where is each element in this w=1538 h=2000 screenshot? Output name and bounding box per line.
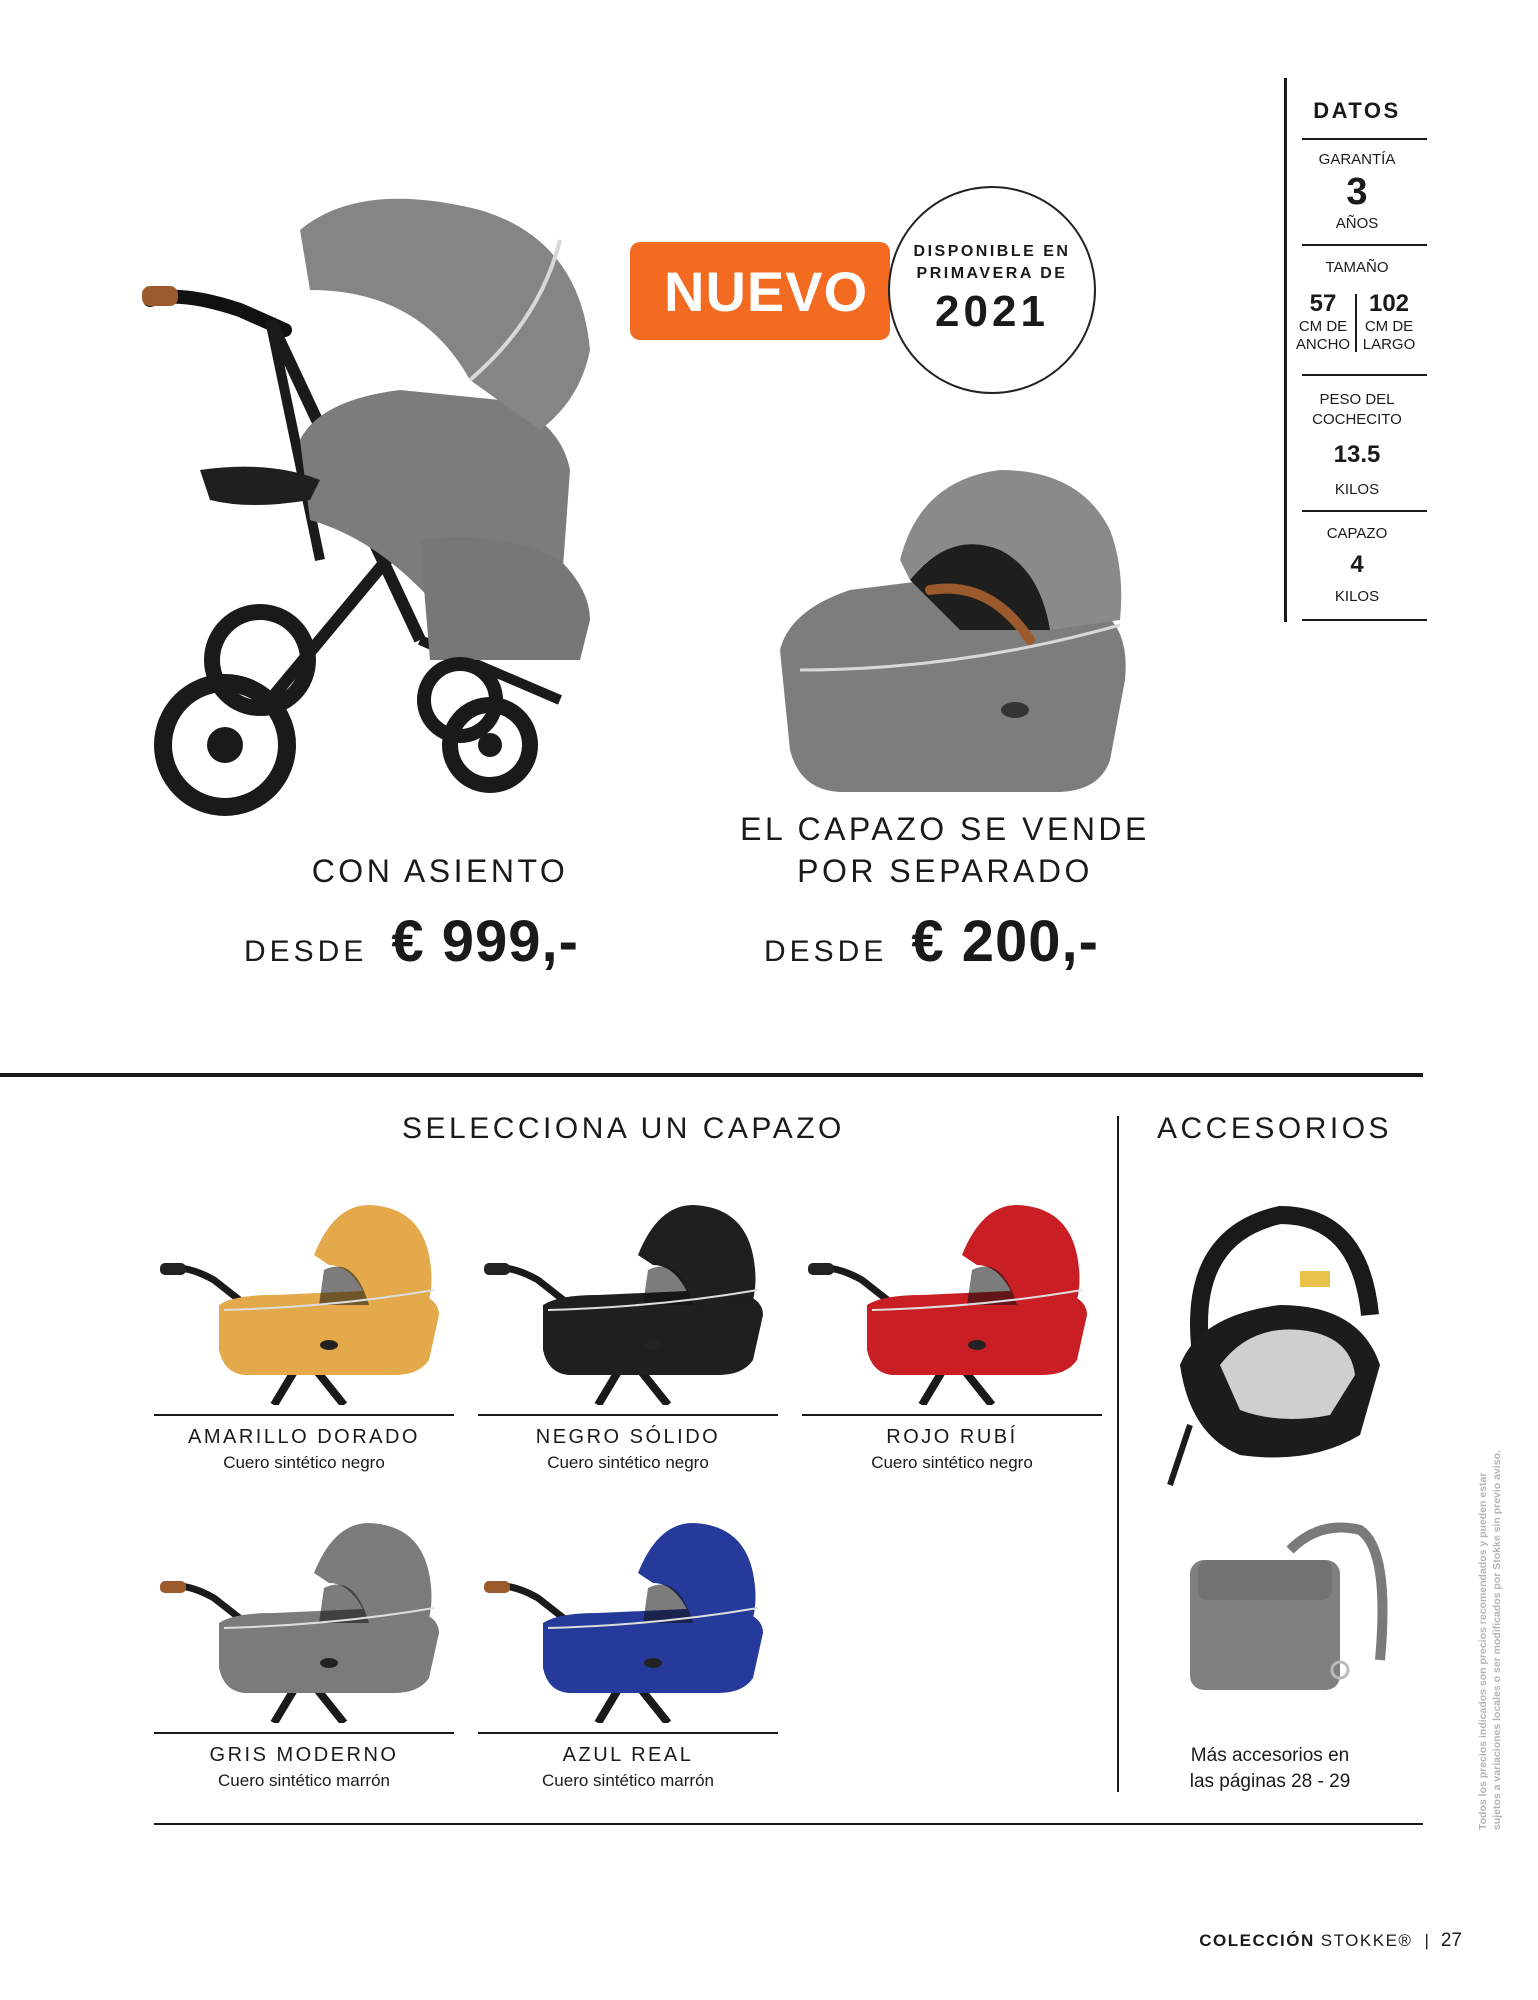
carrycot-price: € 200,- <box>911 909 1099 974</box>
largo-column <box>1357 290 1421 354</box>
datos-divider <box>1302 510 1427 512</box>
car-seat-photo <box>1160 1195 1390 1495</box>
tamano-label: TAMAÑO <box>1325 259 1389 276</box>
price-disclaimer <box>1476 1360 1504 1830</box>
section-divider <box>0 1073 1423 1077</box>
datos-divider <box>1302 374 1427 376</box>
seat-price: € 999,- <box>391 909 579 974</box>
swatch-underline <box>154 1414 454 1416</box>
largo-unit1: CM DE <box>1364 318 1414 335</box>
swatch-underline <box>478 1732 778 1734</box>
availability-badge <box>888 186 1096 394</box>
availability-line1: DISPONIBLE EN <box>913 243 1071 260</box>
carrycot-swatch-image <box>478 1513 778 1723</box>
carrycot-photo <box>760 420 1160 800</box>
footer-brand: STOKKE® <box>1320 1931 1413 1950</box>
peso-label2: COCHECITO <box>1312 411 1402 428</box>
page-footer <box>1199 1930 1462 1952</box>
vertical-divider <box>1117 1116 1119 1792</box>
swatch-material: Cuero sintético negro <box>547 1453 709 1472</box>
ancho-column <box>1291 290 1355 354</box>
changing-bag-photo <box>1180 1520 1410 1700</box>
carrycot-desde: DESDE <box>764 935 888 968</box>
garantia-unit: AÑOS <box>1335 215 1379 232</box>
page-number: 27 <box>1440 1930 1462 1951</box>
peso-value: 13.5 <box>1333 441 1381 468</box>
largo-unit2: LARGO <box>1362 336 1416 353</box>
peso-unit: KILOS <box>1334 481 1380 498</box>
carrycot-swatch[interactable] <box>802 1195 1102 1475</box>
datos-divider <box>1302 619 1427 621</box>
swatch-name: AMARILLO DORADO <box>188 1426 420 1448</box>
carrycot-price-block <box>764 908 1099 975</box>
carrycot-swatch-image <box>154 1195 454 1405</box>
more-accessories-text <box>1160 1743 1380 1795</box>
stroller-with-seat-photo <box>120 140 620 820</box>
carrycot-swatch[interactable] <box>154 1195 454 1475</box>
carrycot-swatch[interactable] <box>154 1513 454 1793</box>
swatch-material: Cuero sintético marrón <box>218 1771 390 1790</box>
nuevo-label: NUEVO <box>664 259 869 323</box>
swatch-name: NEGRO SÓLIDO <box>535 1426 721 1448</box>
ancho-unit1: CM DE <box>1298 318 1348 335</box>
carrycot-caption-line1: EL CAPAZO SE VENDE <box>740 811 1150 847</box>
carrycot-swatch[interactable] <box>478 1195 778 1475</box>
ancho-value: 57 <box>1309 290 1337 317</box>
seat-caption: CON ASIENTO <box>311 853 569 889</box>
datos-panel <box>1284 78 1424 622</box>
bottom-divider <box>154 1823 1423 1825</box>
datos-divider <box>1302 138 1427 140</box>
footer-separator: | <box>1424 1931 1429 1950</box>
swatch-underline <box>802 1414 1102 1416</box>
carrycot-swatch-image <box>154 1513 454 1723</box>
peso-label1: PESO DEL <box>1319 391 1395 408</box>
swatch-name: ROJO RUBÍ <box>886 1426 1018 1448</box>
carrycot-caption <box>720 808 1170 892</box>
datos-divider <box>1302 244 1427 246</box>
capazo-value: 4 <box>1350 551 1364 578</box>
tamano-values <box>1295 290 1425 354</box>
largo-value: 102 <box>1368 290 1410 317</box>
select-carrycot-title: SELECCIONA UN CAPAZO <box>402 1112 845 1145</box>
swatch-material: Cuero sintético negro <box>223 1453 385 1472</box>
swatch-name: AZUL REAL <box>562 1744 694 1766</box>
garantia-label: GARANTÍA <box>1318 151 1396 168</box>
swatch-underline <box>478 1414 778 1416</box>
ancho-unit2: ANCHO <box>1295 336 1351 353</box>
more-accessories-line1: Más accesorios en <box>1190 1745 1350 1766</box>
swatch-name: GRIS MODERNO <box>209 1744 399 1766</box>
swatch-material: Cuero sintético negro <box>871 1453 1033 1472</box>
capazo-unit: KILOS <box>1334 588 1380 605</box>
carrycot-swatch-image <box>802 1195 1102 1405</box>
carrycot-swatch-image <box>478 1195 778 1405</box>
garantia-value: 3 <box>1346 171 1368 213</box>
carrycot-caption-line2: POR SEPARADO <box>797 853 1093 889</box>
datos-title: DATOS <box>1313 98 1401 123</box>
availability-line2: PRIMAVERA DE <box>916 265 1068 282</box>
seat-price-block <box>244 908 579 975</box>
swatch-material: Cuero sintético marrón <box>542 1771 714 1790</box>
disclaimer-line2: sujetos a variaciones locales o ser modificados por Stokke sin previo aviso. <box>1491 1450 1503 1830</box>
swatch-underline <box>154 1732 454 1734</box>
availability-year: 2021 <box>935 287 1049 336</box>
footer-collection: COLECCIÓN <box>1199 1931 1315 1950</box>
nuevo-badge <box>630 242 890 340</box>
accessories-title: ACCESORIOS <box>1157 1112 1393 1145</box>
capazo-label: CAPAZO <box>1326 525 1388 542</box>
more-accessories-line2: las páginas 28 - 29 <box>1189 1771 1351 1792</box>
seat-desde: DESDE <box>244 935 368 968</box>
carrycot-swatch[interactable] <box>478 1513 778 1793</box>
disclaimer-line1: Todos los precios indicados son precios recomendados y pueden estar <box>1477 1472 1489 1830</box>
